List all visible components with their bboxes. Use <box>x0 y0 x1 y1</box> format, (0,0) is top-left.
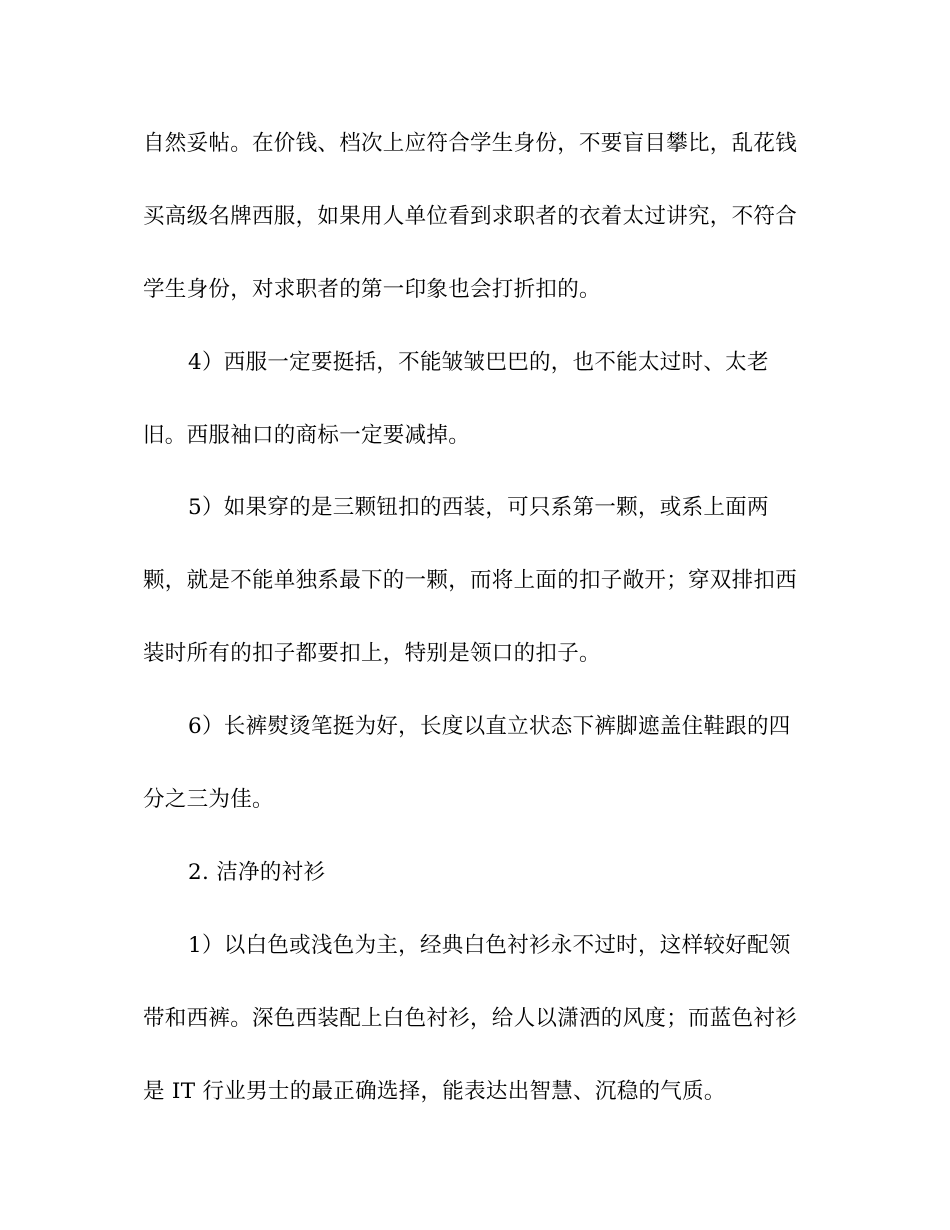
text-line: 学生身份，对求职者的第一印象也会打折扣的。 <box>143 276 601 302</box>
paragraph-start-line: 6）长裤熨烫笔挺为好，长度以直立状态下裤脚遮盖住鞋跟的四 <box>188 714 791 740</box>
section-heading: 2. 洁净的衬衫 <box>188 859 326 885</box>
text-line: 装时所有的扣子都要扣上，特别是领口的扣子。 <box>143 641 601 667</box>
text-line: 自然妥帖。在价钱、档次上应符合学生身份，不要盲目攀比，乱花钱 <box>143 131 798 156</box>
paragraph-start-line: 4）西服一定要挺括，不能皱皱巴巴的，也不能太过时、太老 <box>188 349 769 375</box>
text-line: 带和西裤。深色西装配上白色衬衫，给人以潇洒的风度；而蓝色衬衫 <box>143 1005 798 1031</box>
text-line: 是 IT 行业男士的最正确选择，能表达出智慧、沉稳的气质。 <box>143 1078 726 1104</box>
text-line: 买高级名牌西服，如果用人单位看到求职者的衣着太过讲究，不符合 <box>143 203 798 229</box>
text-line: 颗，就是不能单独系最下的一颗，而将上面的扣子敞开；穿双排扣西 <box>143 568 798 594</box>
paragraph-start-line: 1）以白色或浅色为主，经典白色衬衫永不过时，这样较好配领 <box>188 932 791 958</box>
text-line: 分之三为佳。 <box>143 787 274 813</box>
text-line: 旧。西服袖口的商标一定要减掉。 <box>143 422 471 448</box>
document-body <box>143 108 798 1128</box>
paragraph-start-line: 5）如果穿的是三颗钮扣的西装，可只系第一颗，或系上面两 <box>188 495 769 521</box>
